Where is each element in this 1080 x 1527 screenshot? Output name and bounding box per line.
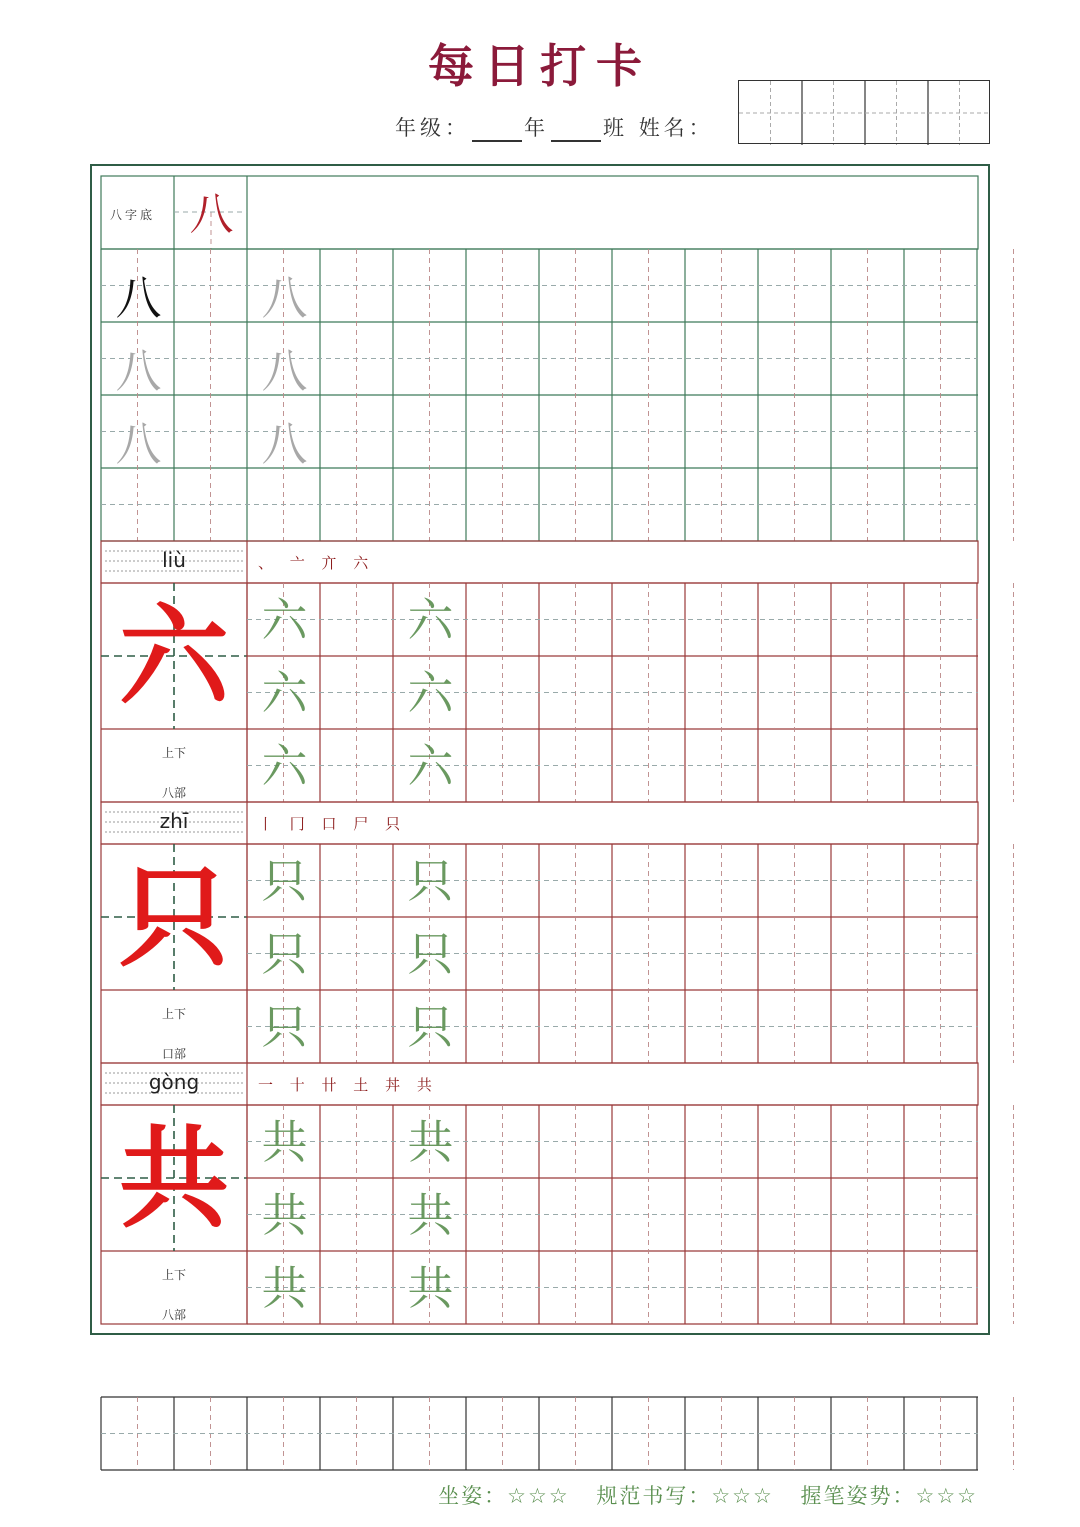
trace-char: 六 bbox=[261, 739, 308, 793]
class-label: 班 bbox=[603, 116, 628, 140]
model-char: 只 bbox=[119, 853, 229, 982]
trace-char: 只 bbox=[407, 927, 454, 981]
posture-rating: 坐姿：☆☆☆ bbox=[438, 1484, 570, 1508]
trace-char: 六 bbox=[261, 666, 308, 720]
structure-label: 上下 bbox=[161, 1007, 186, 1021]
ba-model-char: 八 bbox=[115, 271, 162, 325]
radical-part-label: 口部 bbox=[161, 1047, 186, 1061]
trace-char: 六 bbox=[407, 593, 454, 647]
trace-char: 共 bbox=[261, 1261, 308, 1315]
radical-label: 八字底 bbox=[110, 208, 156, 222]
trace-char: 共 bbox=[261, 1115, 308, 1169]
year-label: 年 bbox=[524, 116, 549, 140]
trace-char: 只 bbox=[261, 927, 308, 981]
stroke-order: 、 亠 亣 六 bbox=[258, 554, 375, 572]
model-char: 六 bbox=[119, 592, 229, 721]
trace-char: 只 bbox=[261, 1000, 308, 1054]
ba-trace-char: 八 bbox=[261, 417, 308, 471]
grip-rating: 握笔姿势：☆☆☆ bbox=[800, 1484, 978, 1508]
radical-part-label: 八部 bbox=[161, 786, 186, 800]
trace-char: 只 bbox=[407, 1000, 454, 1054]
ba-trace-char: 八 bbox=[115, 417, 162, 471]
radical-part-label: 八部 bbox=[161, 1308, 186, 1322]
trace-char: 六 bbox=[261, 593, 308, 647]
trace-char: 共 bbox=[407, 1115, 454, 1169]
pinyin: zhī bbox=[159, 809, 189, 833]
structure-label: 上下 bbox=[161, 1268, 186, 1282]
ba-trace-char: 八 bbox=[115, 344, 162, 398]
stroke-order: 丨 冂 口 尸 只 bbox=[258, 815, 407, 833]
structure-label: 上下 bbox=[161, 746, 186, 760]
trace-char: 只 bbox=[407, 854, 454, 908]
trace-char: 六 bbox=[407, 666, 454, 720]
page-title: 每日打卡 bbox=[428, 39, 652, 93]
trace-char: 只 bbox=[261, 854, 308, 908]
name-label: 姓名： bbox=[638, 116, 714, 140]
trace-char: 共 bbox=[407, 1188, 454, 1242]
radical-char: 八 bbox=[189, 189, 234, 240]
trace-char: 六 bbox=[407, 739, 454, 793]
writing-rating: 规范书写：☆☆☆ bbox=[596, 1484, 774, 1508]
evaluation-footer bbox=[420, 1480, 978, 1510]
pinyin: gòng bbox=[148, 1070, 200, 1094]
model-char: 共 bbox=[119, 1114, 229, 1243]
trace-char: 共 bbox=[407, 1261, 454, 1315]
ba-trace-char: 八 bbox=[261, 271, 308, 325]
ba-trace-char: 八 bbox=[261, 344, 308, 398]
stroke-order: 一 十 卄 土 丼 共 bbox=[258, 1076, 438, 1094]
trace-char: 共 bbox=[261, 1188, 308, 1242]
pinyin: liù bbox=[162, 548, 186, 572]
grade-label: 年级： bbox=[395, 116, 470, 140]
